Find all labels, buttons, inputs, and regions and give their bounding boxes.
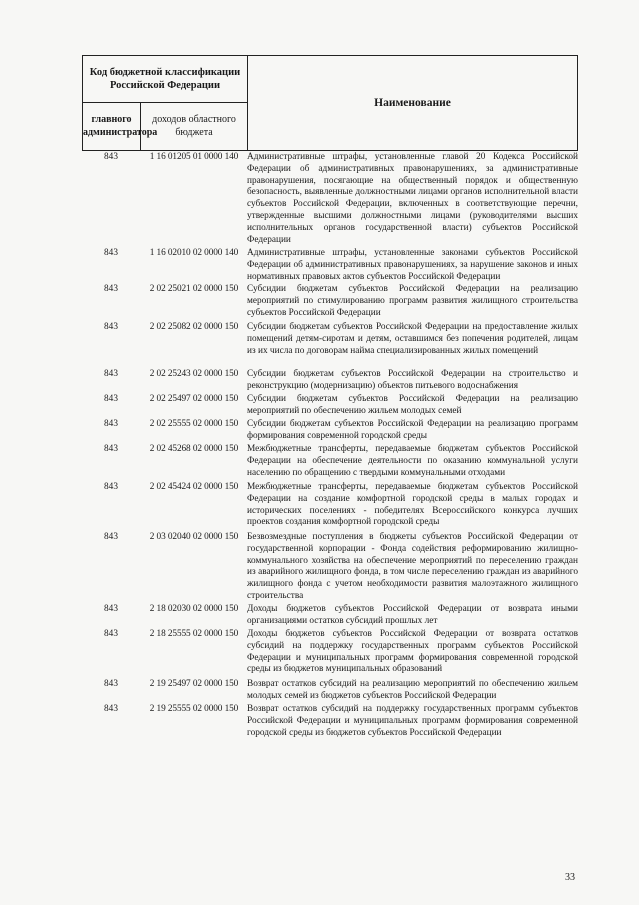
admin-code: 843 [104, 152, 118, 162]
admin-code: 843 [104, 532, 118, 542]
row-name: Межбюджетные трансферты, передаваемые бюджетам субъектов Российской Федерации на обеспечение деятельности по оказанию коммунальной услуги населению по обращению с твердыми коммунальными отходами [247, 444, 578, 478]
name-header: Наименование [248, 56, 578, 151]
row-name: Безвозмездные поступления в бюджеты субъектов Российской Федерации от государственной корпорации - Фонда содействия реформированию жилищно-коммунального хозяйства на обеспечение мероприятий по переселению граждан из аварийного жилищного фонда, в том числе переселению граждан из аварийного жилищного фонда с учетом необходимости развития малоэтажного жилищного строительства [247, 532, 578, 601]
income-code: 2 02 25082 02 0000 150 [149, 322, 239, 332]
income-code: 2 02 25497 02 0000 150 [149, 394, 239, 404]
income-code: 2 02 45424 02 0000 150 [149, 482, 239, 492]
income-code: 2 03 02040 02 0000 150 [149, 532, 239, 542]
page-number: 33 [565, 872, 575, 883]
income-code: 2 18 02030 02 0000 150 [149, 604, 239, 614]
income-code: 2 02 25243 02 0000 150 [149, 369, 239, 379]
admin-column-header: главного администратора [83, 103, 141, 151]
income-code: 2 18 25555 02 0000 150 [149, 629, 239, 639]
row-name: Доходы бюджетов субъектов Российской Федерации от возврата иными организациями остатков субсидий прошлых лет [247, 604, 578, 626]
admin-code: 843 [104, 482, 118, 492]
admin-code: 843 [104, 444, 118, 454]
row-name: Возврат остатков субсидий на реализацию мероприятий по обеспечению жильем молодых семей из бюджетов субъектов Российской Федерации [247, 679, 578, 701]
income-column-header: доходов областного бюджета [141, 103, 248, 151]
admin-code: 843 [104, 369, 118, 379]
row-name: Возврат остатков субсидий на поддержку государственных программ субъектов Российской Федерации и муниципальных программ формирования современной городской среды из бюджетов субъектов Российской Федерации [247, 704, 578, 738]
admin-code: 843 [104, 284, 118, 294]
row-name: Административные штрафы, установленные главой 20 Кодекса Российской Федерации об административных правонарушениях, за административные правонарушения, посягающие на общественный порядок и общественную безопасность, выявленные должностными лицами органов исполнительной власти субъектов Российской Федерации, включенных в соответствующие перечни, утвержденные высшими должностными лицами (руководителями высших исполнительных органов государственной власти) субъектов Российской Федерации [247, 152, 578, 245]
row-name: Субсидии бюджетам субъектов Российской Федерации на предоставление жилых помещений детям-сиротам и детям, оставшимся без попечения родителей, лицам из их числа по договорам найма специализированных жилых помещений [247, 322, 578, 356]
admin-code: 843 [104, 679, 118, 689]
income-code: 1 16 02010 02 0000 140 [149, 248, 239, 258]
admin-code: 843 [104, 604, 118, 614]
admin-code: 843 [104, 322, 118, 332]
income-code: 2 02 25021 02 0000 150 [149, 284, 239, 294]
admin-code: 843 [104, 394, 118, 404]
code-classification-header: Код бюджетной классификации Российской Федерации [83, 56, 248, 103]
income-code: 2 02 25555 02 0000 150 [149, 419, 239, 429]
income-code: 2 02 45268 02 0000 150 [149, 444, 239, 454]
row-name: Субсидии бюджетам субъектов Российской Федерации на строительство и реконструкцию (модернизацию) объектов питьевого водоснабжения [247, 369, 578, 391]
row-name: Межбюджетные трансферты, передаваемые бюджетам субъектов Российской Федерации на создание комфортной городской среды в малых городах и исторических поселениях - победителях Всероссийского конкурса лучших проектов создания комфортной городской среды [247, 482, 578, 528]
income-code: 2 19 25555 02 0000 150 [149, 704, 239, 714]
income-code: 2 19 25497 02 0000 150 [149, 679, 239, 689]
income-code: 1 16 01205 01 0000 140 [149, 152, 239, 162]
row-name: Субсидии бюджетам субъектов Российской Федерации на реализацию мероприятий по стимулированию программ развития жилищного строительства субъектов Российской Федерации [247, 284, 578, 318]
admin-code: 843 [104, 419, 118, 429]
row-name: Субсидии бюджетам субъектов Российской Федерации на реализацию мероприятий по обеспечению жильем молодых семей [247, 394, 578, 416]
admin-code: 843 [104, 248, 118, 258]
table-header [82, 55, 578, 151]
admin-code: 843 [104, 629, 118, 639]
row-name: Доходы бюджетов субъектов Российской Федерации от возврата остатков субсидий на поддержку государственных программ субъектов Российской Федерации и муниципальных программ формирования современной городской среды из бюджетов муниципальных образований [247, 629, 578, 675]
admin-code: 843 [104, 704, 118, 714]
row-name: Административные штрафы, установленные законами субъектов Российской Федерации об административных правонарушениях, за нарушение законов и иных нормативных правовых актов субъектов Российской Федерации [247, 248, 578, 282]
row-name: Субсидии бюджетам субъектов Российской Федерации на реализацию программ формирования современной городской среды [247, 419, 578, 441]
